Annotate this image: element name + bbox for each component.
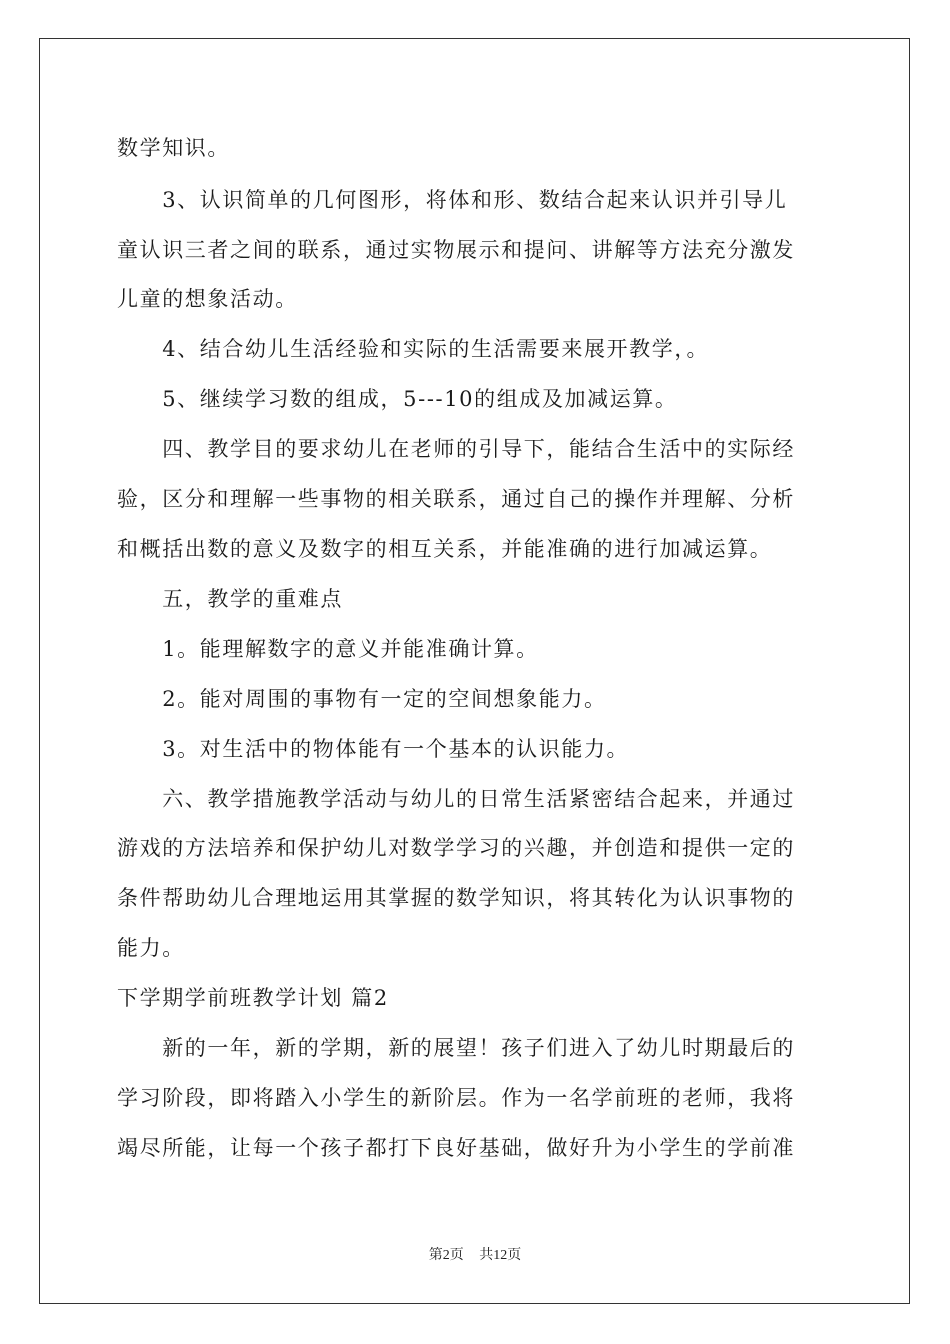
page-total: 共12页 [479,1248,522,1263]
text-line: 四、教学目的要求幼儿在老师的引导下，能结合生活中的实际经 [117,437,795,461]
text-line: 童认识三者之间的联系，通过实物展示和提问、讲解等方法充分激发 [117,238,795,262]
text-line: 新的一年，新的学期，新的展望！孩子们进入了幼儿时期最后的 [117,1036,795,1060]
text-line: 5、继续学习数的组成，5---10的组成及加减运算。 [117,387,678,411]
text-line: 竭尽所能，让每一个孩子都打下良好基础，做好升为小学生的学前准 [117,1136,795,1160]
text-line: 4、结合幼儿生活经验和实际的生活需要来展开教学，。 [117,337,710,361]
section-heading: 五，教学的重难点 [117,587,343,611]
page-border [39,38,910,1304]
text-line: 和概括出数的意义及数字的相互关系，并能准确的进行加减运算。 [117,537,773,561]
text-line: 儿童的想象活动。 [117,287,298,311]
text-line: 条件帮助幼儿合理地运用其掌握的数学知识，将其转化为认识事物的 [117,886,795,910]
list-item: 1。能理解数字的意义并能准确计算。 [117,637,539,661]
text-line: 验，区分和理解一些事物的相关联系，通过自己的操作并理解、分析 [117,487,795,511]
page-number: 第2页 [428,1248,464,1263]
text-line: 3、认识简单的几何图形，将体和形、数结合起来认识并引导儿 [117,188,788,212]
list-item: 2。能对周围的事物有一定的空间想象能力。 [117,687,607,711]
list-item: 3。对生活中的物体能有一个基本的认识能力。 [117,737,630,761]
text-line: 能力。 [117,936,185,960]
page-footer [0,1244,950,1264]
text-line: 学习阶段，即将踏入小学生的新阶层。作为一名学前班的老师，我将 [117,1086,795,1110]
text-line: 游戏的方法培养和保护幼儿对数学学习的兴趣，并创造和提供一定的 [117,836,795,860]
document-heading: 下学期学前班教学计划 篇2 [117,986,389,1010]
text-line: 六、教学措施教学活动与幼儿的日常生活紧密结合起来，并通过 [117,787,795,811]
text-line: 数学知识。 [117,136,230,160]
